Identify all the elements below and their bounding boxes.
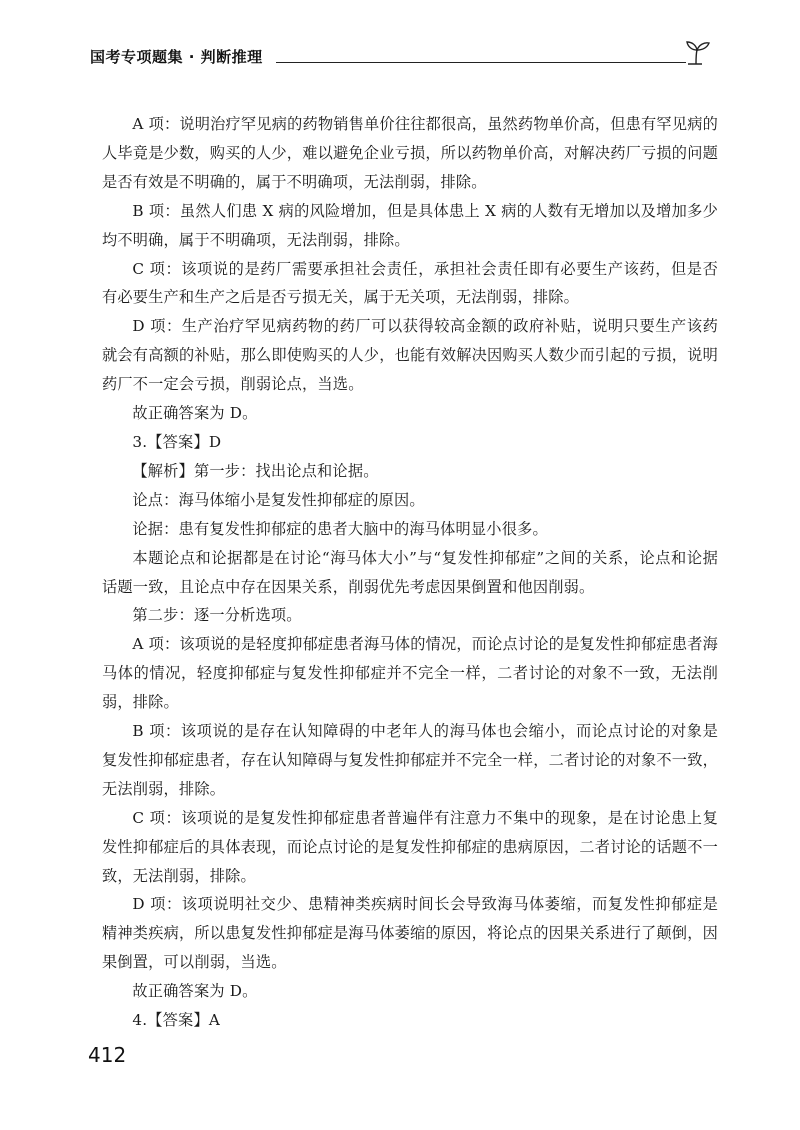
analysis-step-one: 【解析】第一步：找出论点和论据。 — [132, 461, 379, 480]
answer-heading-q3: 3.【答案】D — [132, 432, 222, 451]
running-header — [90, 46, 712, 74]
paragraph-option-b-analysis: B 项：虽然人们患 X 病的风险增加，但是具体患上 X 病的人数有无增加以及增加多少均不明确，属于不明确项，无法削弱，排除。 — [102, 201, 718, 249]
evidence-line: 论据：患有复发性抑郁症的患者大脑中的海马体明显小很多。 — [132, 519, 548, 538]
paragraph-conclusion: 故正确答案为 D。 — [132, 982, 258, 1001]
paragraph-option-d-analysis: D 项：生产治疗罕见病药物的药厂可以获得较高金额的政府补贴，说明只要生产该药就会有高额的补贴，那么即使购买的人少，也能有效解决因购买人数少而引起的亏损，说明药厂不一定会亏损，削弱论点，当选。 — [102, 317, 718, 394]
page-number: 412 — [88, 1043, 127, 1067]
thesis-line: 论点：海马体缩小是复发性抑郁症的原因。 — [132, 490, 425, 509]
paragraph-option-c-analysis: C 项：该项说的是药厂需要承担社会责任，承担社会责任即有必要生产该药，但是否有必要生产和生产之后是否亏损无关，属于无关项，无法削弱，排除。 — [102, 259, 718, 307]
paragraph-option-c-analysis: C 项：该项说的是复发性抑郁症患者普遍伴有注意力不集中的现象，是在讨论患上复发性抑郁症后的具体表现，而论点讨论的是复发性抑郁症的患病原因，二者讨论的话题不一致，无法削弱，排除。 — [102, 808, 718, 885]
sprout-icon — [682, 38, 712, 68]
paragraph-conclusion: 故正确答案为 D。 — [132, 404, 258, 423]
header-rule — [276, 62, 686, 63]
analysis-step-two: 第二步：逐一分析选项。 — [132, 606, 302, 625]
paragraph-option-b-analysis: B 项：该项说的是存在认知障碍的中老年人的海马体也会缩小，而论点讨论的对象是复发性抑郁症患者，存在认知障碍与复发性抑郁症并不完全一样，二者讨论的对象不一致，无法削弱，排除。 — [102, 722, 718, 798]
paragraph-option-a-analysis: A 项：说明治疗罕见病的药物销售单价往往都很高，虽然药物单价高，但患有罕见病的人毕竟是少数，购买的人少，难以避免企业亏损，所以药物单价高，对解决药厂亏损的问题是否有效是不明确的，属于不明确项，无法削弱，排除。 — [102, 115, 718, 191]
answer-heading-q4: 4.【答案】A — [132, 1011, 220, 1030]
paragraph-option-d-analysis: D 项：该项说明社交少、患精神类疾病时间长会导致海马体萎缩，而复发性抑郁症是精神类疾病，所以患复发性抑郁症是海马体萎缩的原因，将论点的因果关系进行了颠倒，因果倒置，可以削弱，当选。 — [102, 895, 718, 972]
header-title: 国考专项题集 · 判断推理 — [90, 48, 263, 66]
paragraph-option-a-analysis: A 项：该项说的是轻度抑郁症患者海马体的情况，而论点讨论的是复发性抑郁症患者海马体的情况，轻度抑郁症与复发性抑郁症并不完全一样，二者讨论的对象不一致，无法削弱，排除。 — [102, 635, 718, 712]
solution-text — [102, 110, 718, 1035]
paragraph-relation: 本题论点和论据都是在讨论“海马体大小”与“复发性抑郁症”之间的关系，论点和论据话题一致，且论点中存在因果关系，削弱优先考虑因果倒置和他因削弱。 — [102, 548, 718, 596]
